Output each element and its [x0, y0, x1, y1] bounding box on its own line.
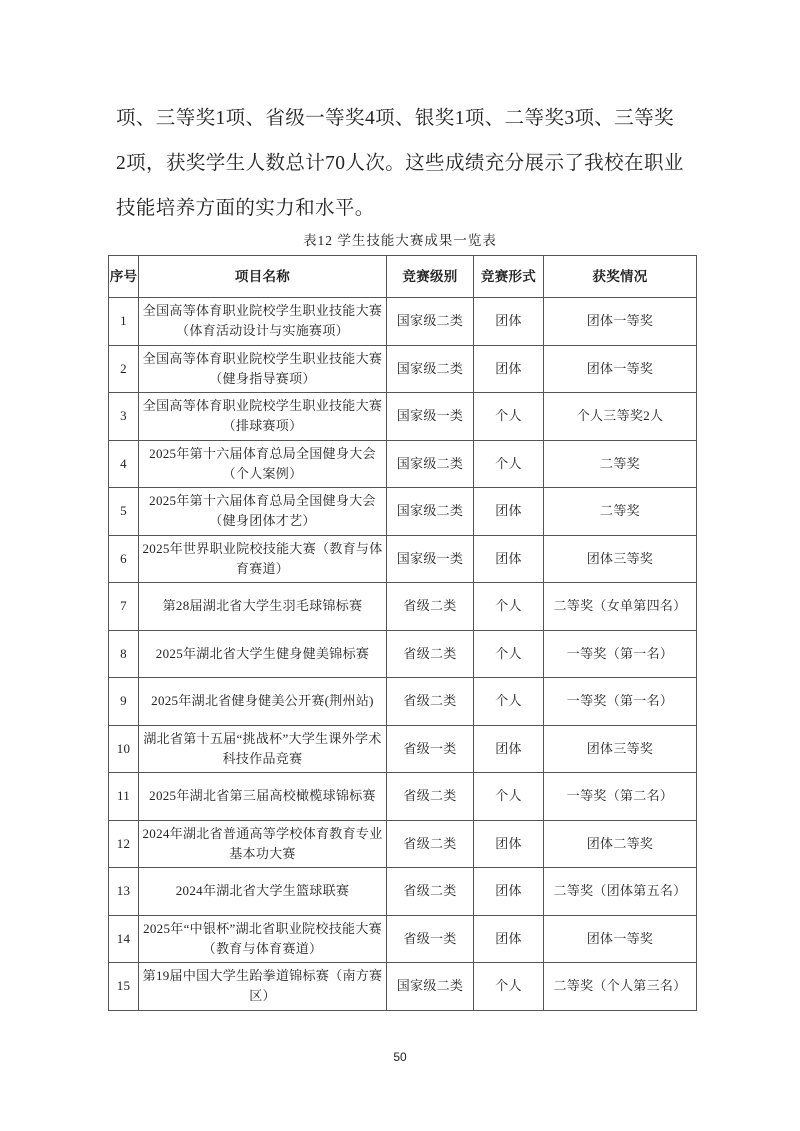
cell-award: 团体一等奖	[544, 915, 697, 963]
cell-format: 个人	[474, 393, 544, 441]
cell-level: 省级二类	[387, 820, 474, 868]
table-row	[109, 298, 697, 346]
cell-seq: 2	[109, 345, 139, 393]
cell-seq: 11	[109, 773, 139, 821]
cell-project-name: 2024年湖北省普通高等学校体育教育专业基本功大赛	[139, 820, 387, 868]
table-row	[109, 915, 697, 963]
cell-format: 个人	[474, 630, 544, 678]
cell-level: 省级一类	[387, 915, 474, 963]
cell-seq: 3	[109, 393, 139, 441]
cell-level: 国家级二类	[387, 345, 474, 393]
cell-level: 省级二类	[387, 630, 474, 678]
paragraph-line: 2项，获奖学生人数总计70人次。这些成绩充分展示了我校在职业	[116, 153, 684, 174]
cell-award: 一等奖（第二名）	[544, 773, 697, 821]
cell-format: 个人	[474, 678, 544, 726]
cell-award: 团体三等奖	[544, 725, 697, 773]
cell-format: 团体	[474, 488, 544, 536]
cell-seq: 12	[109, 820, 139, 868]
cell-project-name: 第19届中国大学生跆拳道锦标赛（南方赛区）	[139, 963, 387, 1011]
paragraph-line: 技能培养方面的实力和水平。	[116, 198, 375, 219]
cell-award: 个人三等奖2人	[544, 393, 697, 441]
cell-format: 个人	[474, 773, 544, 821]
header-project-name: 项目名称	[139, 256, 387, 298]
cell-project-name: 全国高等体育职业院校学生职业技能大赛（体育活动设计与实施赛项）	[139, 298, 387, 346]
cell-format: 团体	[474, 868, 544, 916]
cell-award: 团体一等奖	[544, 345, 697, 393]
cell-project-name: 湖北省第十五届“挑战杯”大学生课外学术科技作品竞赛	[139, 725, 387, 773]
cell-seq: 8	[109, 630, 139, 678]
cell-project-name: 2025年湖北省大学生健身健美锦标赛	[139, 630, 387, 678]
table-body	[109, 298, 697, 1011]
cell-level: 省级二类	[387, 583, 474, 631]
cell-project-name: 2025年第十六届体育总局全国健身大会（个人案例）	[139, 440, 387, 488]
cell-seq: 1	[109, 298, 139, 346]
cell-level: 国家级二类	[387, 488, 474, 536]
cell-level: 省级一类	[387, 725, 474, 773]
paragraph-line: 项、三等奖1项、省级一等奖4项、银奖1项、二等奖3项、三等奖	[116, 108, 675, 129]
table-row	[109, 820, 697, 868]
cell-project-name: 全国高等体育职业院校学生职业技能大赛（排球赛项）	[139, 393, 387, 441]
cell-award: 二等奖	[544, 488, 697, 536]
cell-award: 二等奖（女单第四名）	[544, 583, 697, 631]
cell-project-name: 2025年世界职业院校技能大赛（教育与体育赛道）	[139, 535, 387, 583]
cell-project-name: 2024年湖北省大学生篮球联赛	[139, 868, 387, 916]
cell-award: 二等奖	[544, 440, 697, 488]
table-row	[109, 630, 697, 678]
header-format: 竞赛形式	[474, 256, 544, 298]
body-paragraph	[116, 96, 726, 231]
table-row	[109, 963, 697, 1011]
cell-level: 省级二类	[387, 678, 474, 726]
cell-project-name: 第28届湖北省大学生羽毛球锦标赛	[139, 583, 387, 631]
cell-format: 个人	[474, 583, 544, 631]
cell-seq: 6	[109, 535, 139, 583]
cell-level: 国家级二类	[387, 298, 474, 346]
table-row	[109, 440, 697, 488]
table-row	[109, 725, 697, 773]
competition-results-table	[108, 255, 697, 1011]
cell-award: 团体三等奖	[544, 535, 697, 583]
cell-award: 一等奖（第一名）	[544, 630, 697, 678]
cell-project-name: 全国高等体育职业院校学生职业技能大赛（健身指导赛项）	[139, 345, 387, 393]
cell-format: 团体	[474, 820, 544, 868]
table-caption: 表12 学生技能大赛成果一览表	[303, 233, 497, 248]
cell-format: 团体	[474, 298, 544, 346]
cell-award: 团体一等奖	[544, 298, 697, 346]
cell-seq: 7	[109, 583, 139, 631]
cell-format: 个人	[474, 440, 544, 488]
cell-level: 省级二类	[387, 868, 474, 916]
header-seq: 序号	[109, 256, 139, 298]
cell-project-name: 2025年“中银杯”湖北省职业院校技能大赛（教育与体育赛道）	[139, 915, 387, 963]
cell-level: 省级二类	[387, 773, 474, 821]
header-level: 竞赛级别	[387, 256, 474, 298]
table-row	[109, 393, 697, 441]
cell-award: 一等奖（第一名）	[544, 678, 697, 726]
page-number: 50	[393, 1050, 407, 1064]
table-row	[109, 773, 697, 821]
table-row	[109, 488, 697, 536]
cell-project-name: 2025年第十六届体育总局全国健身大会（健身团体才艺）	[139, 488, 387, 536]
table-row	[109, 345, 697, 393]
header-award: 获奖情况	[544, 256, 697, 298]
cell-seq: 9	[109, 678, 139, 726]
cell-seq: 10	[109, 725, 139, 773]
cell-level: 国家级二类	[387, 963, 474, 1011]
cell-format: 团体	[474, 725, 544, 773]
cell-level: 国家级一类	[387, 393, 474, 441]
cell-seq: 14	[109, 915, 139, 963]
cell-seq: 5	[109, 488, 139, 536]
cell-level: 国家级二类	[387, 440, 474, 488]
cell-project-name: 2025年湖北省第三届高校橄榄球锦标赛	[139, 773, 387, 821]
table-row	[109, 583, 697, 631]
cell-award: 二等奖（个人第三名）	[544, 963, 697, 1011]
cell-award: 二等奖（团体第五名）	[544, 868, 697, 916]
cell-format: 个人	[474, 963, 544, 1011]
cell-seq: 4	[109, 440, 139, 488]
cell-level: 国家级一类	[387, 535, 474, 583]
cell-award: 团体二等奖	[544, 820, 697, 868]
cell-project-name: 2025年湖北省健身健美公开赛(荆州站)	[139, 678, 387, 726]
table-header-row	[109, 256, 697, 298]
cell-seq: 13	[109, 868, 139, 916]
cell-format: 团体	[474, 915, 544, 963]
table-row	[109, 535, 697, 583]
cell-format: 团体	[474, 535, 544, 583]
table-row	[109, 868, 697, 916]
cell-seq: 15	[109, 963, 139, 1011]
cell-format: 团体	[474, 345, 544, 393]
table-row	[109, 678, 697, 726]
